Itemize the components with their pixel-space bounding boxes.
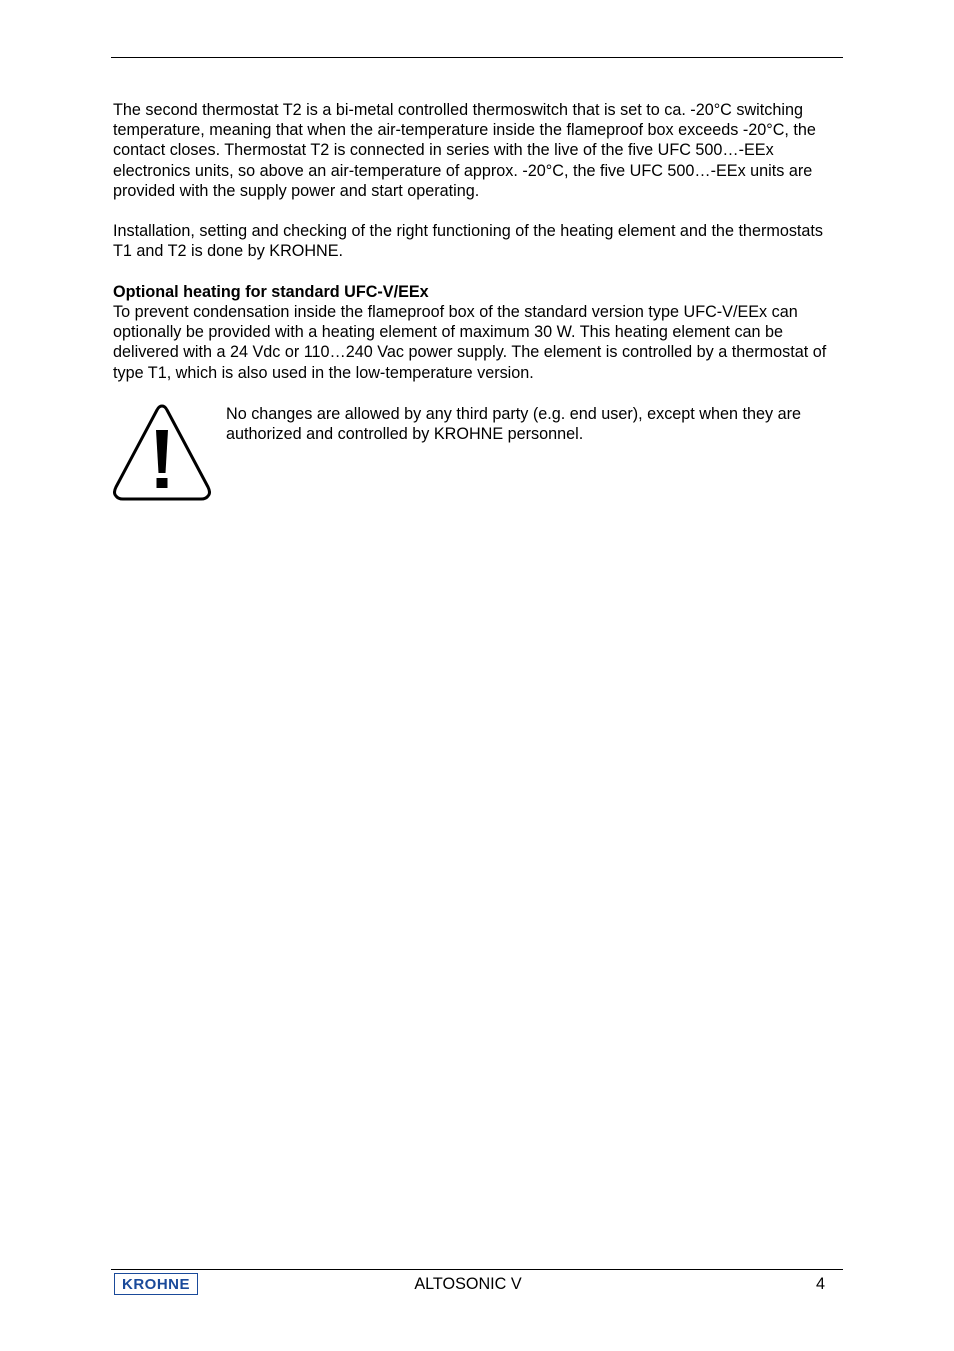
document-body [113, 100, 843, 403]
paragraph-optional-heating: To prevent condensation inside the flameproof box of the standard version type UFC-V/EEx can optionally be provided with a heating element of maximum 30 W. This heating element can be delivered with a 24 Vdc or 110…240 Vac power supply. The element is controlled by a thermostat of type T1, which is also used in the low-temperature version. [113, 303, 827, 382]
warning-text: No changes are allowed by any third party (e.g. end user), except when they are authorized and controlled by KROHNE personnel. [226, 405, 801, 444]
footer-title: ALTOSONIC V [414, 1275, 522, 1293]
krohne-logo [114, 1273, 198, 1295]
warning-triangle-icon [113, 403, 211, 501]
page-number: 4 [815, 1275, 825, 1293]
footer-rule [111, 1269, 843, 1270]
section-heading: Optional heating for standard UFC-V/EEx [113, 282, 429, 301]
paragraph-thermostat-t2: The second thermostat T2 is a bi-metal controlled thermoswitch that is set to ca. -20°C switching temperature, meaning that when the air-temperature inside the flameproof box exceeds -20°C, the contact closes. Thermostat T2 is connected in series with the live of the five UFC 500…-EEx electronics units, so above an air-temperature of approx. -20°C, the five UFC 500…-EEx units are provided with the supply power and start operating. [113, 101, 816, 200]
header-rule [111, 57, 843, 58]
paragraph-installation: Installation, setting and checking of the right functioning of the heating element and the thermostats T1 and T2 is done by KROHNE. [113, 222, 824, 261]
logo-text: KROHNE [121, 1276, 191, 1292]
warning-notice [113, 403, 843, 503]
